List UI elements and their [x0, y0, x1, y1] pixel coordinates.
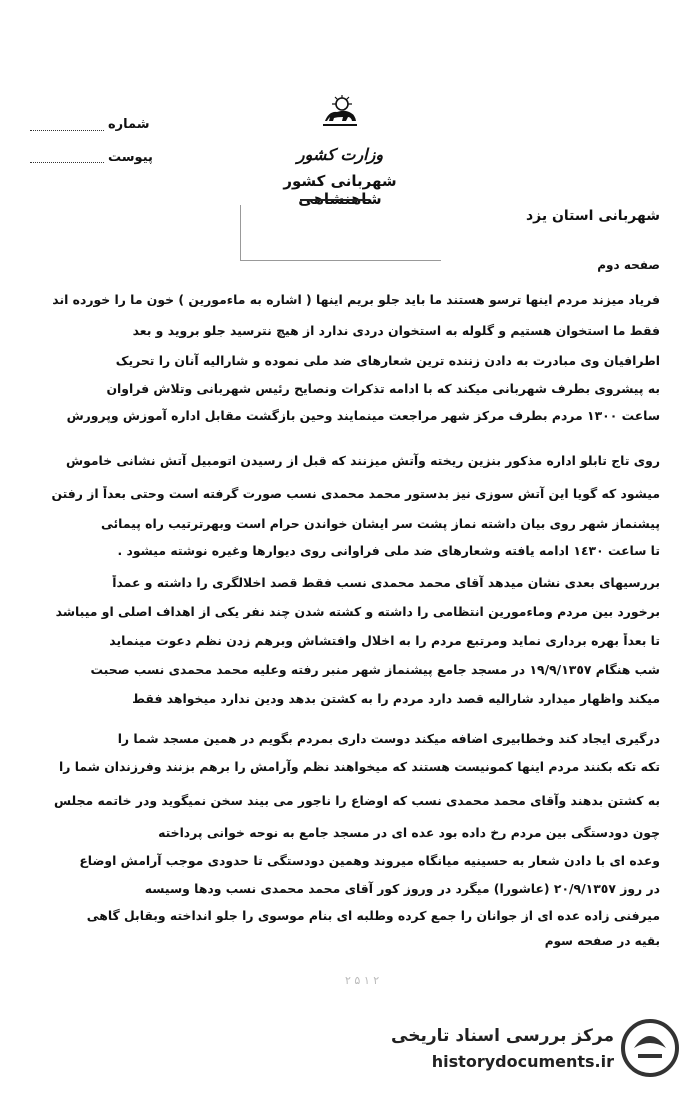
body-line: تکه تکه بکنند مردم اینها کمونیست هستند که میخواهند نظم وآرامش را برهم بزنند وفرزندان شما را — [59, 759, 660, 774]
lion-and-sun-emblem-icon — [319, 95, 361, 129]
body-line: بررسیهای بعدی نشان میدهد آقای محمد محمدی نسب فقط قصد اخلالگری را داشته و عمداً — [112, 575, 660, 590]
faint-page-mark: ٢ ۵ ٢ ١ — [345, 974, 380, 987]
title-underline — [300, 199, 370, 201]
page-continuation-label: صفحه دوم — [597, 258, 660, 272]
body-line: به کشتن بدهند وآقای محمد محمدی نسب که اوضاع را ناجور می بیند سخن نمیگوید ودر خاتمه مجلس — [54, 793, 660, 808]
enclosure-label: پیوست — [108, 150, 153, 165]
body-line: تا ساعت ١٤٣٠ ادامه یافته وشعارهای ضد ملی فراوانی روی دیوارها وغیره نوشته میشود . — [117, 543, 660, 558]
body-line: ساعت ١٣٠٠ مردم بطرف مرکز شهر مراجعت مینمایند وحین بازگشت مقابل اداره آموزش وپرورش — [66, 408, 660, 423]
ministry-name: وزارت کشور — [296, 145, 384, 164]
body-line: چون دودستگی بین مردم رخ داده بود عده ای در مسجد جامع به نوحه خوانی پرداخته — [158, 825, 660, 840]
number-label: شماره — [108, 117, 150, 132]
enclosure-field-line — [30, 162, 104, 163]
body-line: پیشنماز شهر روی بیان داشته نماز پشت سر ایشان خواندن حرام است وبهرترتیب راه پیمائی — [100, 516, 660, 531]
continued-on-next-page-note: بقیه در صفحه سوم — [544, 934, 660, 948]
archive-watermark — [380, 1014, 680, 1084]
body-line: میشود که گویا این آتش سوزی نیز بدستور محمد محمدی نسب صورت گرفته است وحتی بعداً از رفتن — [51, 486, 660, 501]
body-line: شب هنگام ١٩/٩/١٣٥٧ در مسجد جامع پیشنماز شهر منبر رفته وعلیه محمد محمدی نسب صحبت — [90, 662, 660, 677]
body-line: روی تاج تابلو اداره مذکور بنزین ریخته وآتش میزنند که قبل از رسیدن اتومبیل آتش نشانی خاموش — [66, 453, 660, 468]
body-line: درگیری ایجاد کند وخطابیری اضافه میکند دوست داری بمردم بگویم در همین مسجد شما را — [117, 731, 660, 746]
body-line: تا بعداً بهره برداری نماید ومرتبع مردم را به اخلال وافتشاش وبرهم زدن نظم دعوت مینماید — [109, 633, 660, 648]
archive-website[interactable]: historydocuments.ir — [431, 1052, 614, 1071]
archive-name: مرکز بررسی اسناد تاریخی — [391, 1026, 614, 1046]
body-line: میرفنی زاده عده ای از جوانان را جمع کرده وطلبه ای بنام موسوی را جلو انداخته وبقابل گاهی — [86, 908, 660, 923]
body-line: در روز ٢٠/٩/١٣٥٧ (عاشورا) میگرد در وروز کور آقای محمد محمدی نسب ودها وسیسه — [144, 881, 660, 896]
body-line: میکند واظهار میدارد شاراليه قصد دارد مردم را به کشتن بدهد ودین ندارد میخواهد فقط — [132, 691, 660, 706]
body-line: برخورد بین مردم وماءمورین انتظامی را داشته و کشته شدن چند نفر یکی از اهداف اصلی او میباشد — [55, 604, 660, 619]
archive-logo-icon — [620, 1018, 680, 1078]
faded-stamp-box — [240, 205, 441, 261]
body-line: وعده ای با دادن شعار به حسینیه میانگاه میروند وهمین دودستگی تا حدودی موجب آرامش اوضاع — [79, 853, 660, 868]
number-field-line — [30, 130, 104, 131]
body-line: به پیشروی بطرف شهربانی میکند که با ادامه تذکرات ونصایح رئیس شهربانی وتلاش فراوان — [106, 381, 660, 396]
body-line: فقط ما استخوان هستیم و گلوله به استخوان دردی ندارد از هیچ نترسید جلو بروید و بعد — [132, 323, 660, 338]
province-police-title: شهربانی استان یزد — [525, 208, 660, 224]
body-line: اطرافیان وی مبادرت به دادن زننده ترین شعارهای ضد ملی نموده و شاراليه آنان را تحریک — [115, 353, 660, 368]
body-line: فریاد میزند مردم اینها ترسو هستند ما باید جلو بریم اینها ( اشاره به ماءمورین ) خون ما را خورده اند — [52, 292, 660, 307]
police-headquarters-title: شهربانی کشور شاهنشاهی — [283, 172, 397, 208]
